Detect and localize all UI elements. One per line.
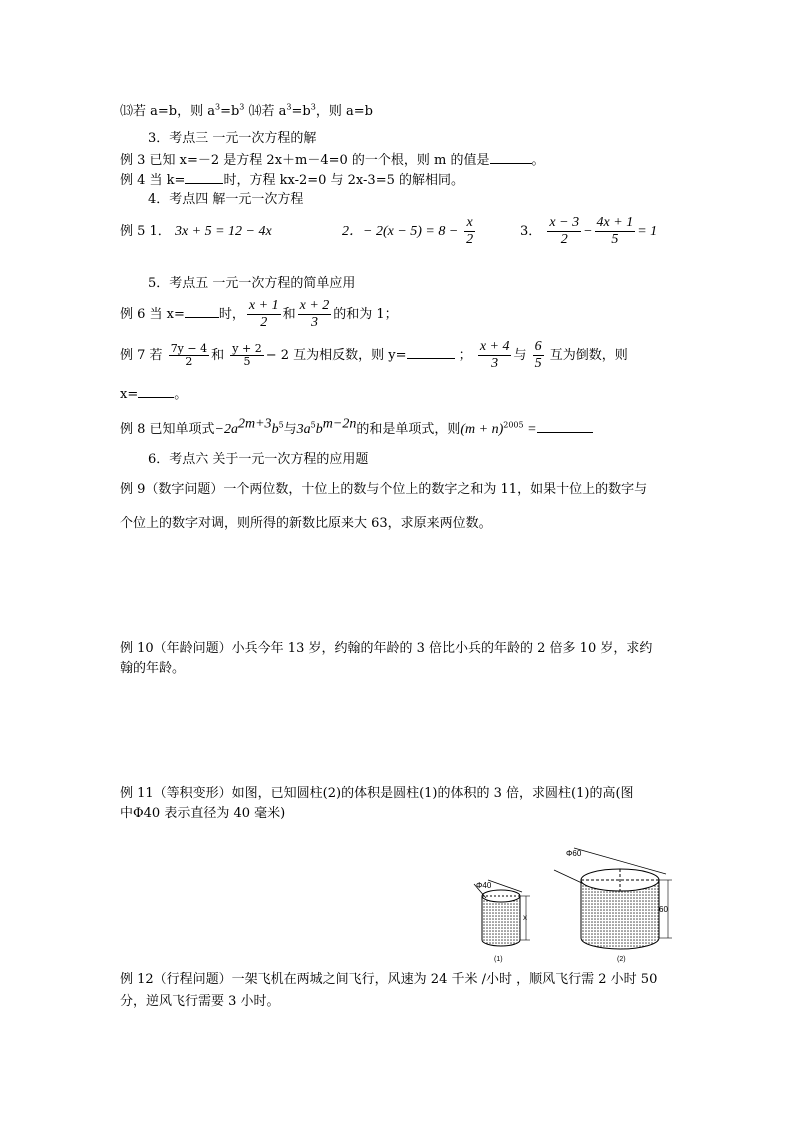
section-heading-4: 4．考点四 解一元一次方程: [148, 192, 304, 207]
section-heading-3: 3．考点三 一元一次方程的解: [148, 131, 317, 146]
exponent: 3: [239, 102, 245, 112]
monomial-1: −2a: [214, 422, 238, 437]
exponent: m−2n: [322, 416, 357, 432]
example-3-text: 例 3 已知 x=－2 是方程 2x＋m－4=0 的一个根，则 m 的值是: [120, 153, 490, 168]
answer-blank[interactable]: [138, 385, 174, 398]
equation-2-text: 2．− 2(x − 5) = 8 −: [342, 224, 459, 239]
with-word: 与: [513, 348, 527, 363]
example-4-end: 时，方程 kx-2=0 与 2x-3=5 的解相同。: [223, 173, 464, 188]
numerator: 4x + 1: [596, 215, 634, 230]
and-word: 和: [282, 307, 296, 322]
denominator: 2: [560, 232, 568, 247]
equation-2: [342, 214, 477, 250]
equals: =: [523, 422, 537, 437]
example-6-text: 例 6 当 x=: [120, 307, 185, 322]
diameter-1-label: Φ40: [476, 881, 492, 890]
numerator: 6: [534, 339, 542, 354]
numerator: x − 3: [549, 215, 580, 230]
example-6-end: 的和为 1；: [333, 307, 398, 322]
x-equals: x=: [120, 387, 139, 402]
and-word: 与: [283, 422, 297, 437]
example-3: [120, 151, 545, 169]
fraction: [464, 215, 474, 248]
stmt14-text-c: ，则 a=b: [315, 104, 373, 119]
monomial-2: 3a: [296, 422, 311, 437]
exponent: 5: [278, 420, 284, 430]
example-9-line-1: 例 9（数字问题）一个两位数，十位上的数与个位上的数字之和为 11，如果十位上的数字与: [120, 482, 648, 497]
and-word: 和: [211, 348, 225, 363]
answer-blank[interactable]: [185, 305, 219, 318]
example-5: [120, 214, 272, 250]
denominator: 5: [534, 356, 542, 371]
equals-one: = 1: [637, 224, 658, 239]
period: 。: [174, 387, 188, 402]
fraction: [547, 215, 581, 248]
answer-blank[interactable]: [490, 151, 532, 164]
semicolon: ；: [458, 348, 472, 363]
example-10-line-1: 例 10（年龄问题）小兵今年 13 岁，约翰的年龄的 3 倍比小兵的年龄的 2 倍多 10 岁，求约: [120, 641, 653, 656]
fraction: [247, 298, 281, 331]
fraction: [298, 298, 332, 331]
cylinders-figure: [462, 840, 682, 965]
stmt13-text: ⒀若 a=b，则 a: [120, 104, 215, 119]
sum-expression: (m + n): [460, 422, 504, 437]
section-heading-6: 6．考点六 关于一元一次方程的应用题: [148, 452, 369, 467]
denominator: 3: [491, 356, 499, 371]
fraction: [478, 339, 512, 372]
denominator: 3: [310, 315, 318, 330]
exponent: 3: [310, 102, 316, 112]
example-8-text-b: 的和是单项式，则: [356, 422, 461, 437]
height-2-label: 60: [659, 905, 668, 914]
fraction: [169, 343, 209, 368]
exponent: 5: [310, 420, 316, 430]
numerator: x: [466, 215, 473, 230]
denominator: 5: [243, 355, 251, 368]
exponent: 2m+3: [238, 416, 272, 432]
example-8: [120, 416, 593, 438]
diameter-2-label: Φ60: [566, 849, 582, 858]
example-4-text: 例 4 当 k=: [120, 173, 186, 188]
cylinder-2: [554, 848, 672, 949]
exponent: 2005: [503, 420, 524, 430]
stmt14-text-b: =b: [291, 104, 311, 119]
fraction: [230, 343, 263, 368]
numerator: x + 4: [479, 339, 510, 354]
example-9-line-2: 个位上的数字对调，则所得的新数比原来大 63，求原来两位数。: [120, 516, 492, 531]
equation-3-label: 3．: [520, 224, 542, 239]
exponent: 3: [214, 102, 221, 112]
denominator: 2: [185, 355, 193, 368]
example-7-text-d: 互为倒数，则: [549, 348, 628, 363]
stmt13-text-b: =b: [220, 104, 240, 119]
example-12-line-2: 分，逆风飞行需要 3 小时。: [120, 994, 280, 1009]
example-3-end: 。: [531, 153, 545, 168]
answer-blank[interactable]: [185, 171, 223, 184]
example-6: [120, 297, 398, 333]
equation-1: 3x + 5 = 12 − 4x: [174, 224, 272, 239]
caption-1: (1): [494, 956, 503, 963]
example-7-text-b: − 2 互为相反数，则 y=: [265, 348, 407, 363]
numerator: x + 1: [248, 298, 279, 313]
numerator: x + 2: [299, 298, 330, 313]
variable-b: b: [271, 422, 279, 437]
denominator: 2: [260, 315, 268, 330]
example-5-label: 例 5 1．: [120, 224, 171, 239]
example-7-line-2: [120, 385, 187, 403]
example-12-line-1: 例 12（行程问题）一架飞机在两城之间飞行，风速为 24 千米 /小时 ，顺风飞行需 2 小时 50: [120, 972, 658, 987]
height-1-label: x: [523, 913, 527, 922]
numerator: 7y − 4: [170, 342, 208, 355]
fraction: [595, 215, 636, 248]
caption-2: (2): [617, 956, 626, 963]
example-8-text: 例 8 已知单项式: [120, 422, 215, 437]
example-11-line-2: 中Φ40 表示直径为 40 毫米): [120, 806, 286, 821]
example-7-text: 例 7 若: [120, 348, 163, 363]
example-7: [120, 338, 628, 374]
exponent: 3: [286, 102, 292, 112]
denominator: 5: [611, 232, 619, 247]
example-10-line-2: 翰的年龄。: [120, 661, 186, 676]
section-heading-5: 5．考点五 一元一次方程的简单应用: [148, 276, 356, 291]
example-6-text-b: 时，: [218, 307, 245, 322]
minus-sign: −: [583, 224, 593, 239]
numerator: y + 2: [232, 342, 262, 355]
example-11-line-1: 例 11（等积变形）如图，已知圆柱(2)的体积是圆柱(1)的体积的 3 倍，求圆柱(1)的高(图: [120, 786, 634, 801]
fraction: [533, 339, 544, 372]
denominator: 2: [466, 232, 474, 247]
variable-b: b: [315, 422, 323, 437]
answer-blank[interactable]: [537, 420, 593, 433]
equation-3: [520, 214, 657, 250]
statement-13-14: [120, 104, 373, 120]
stmt14-text: ⒁若 a: [244, 104, 287, 119]
example-4: [120, 171, 464, 189]
answer-blank[interactable]: [407, 346, 455, 359]
